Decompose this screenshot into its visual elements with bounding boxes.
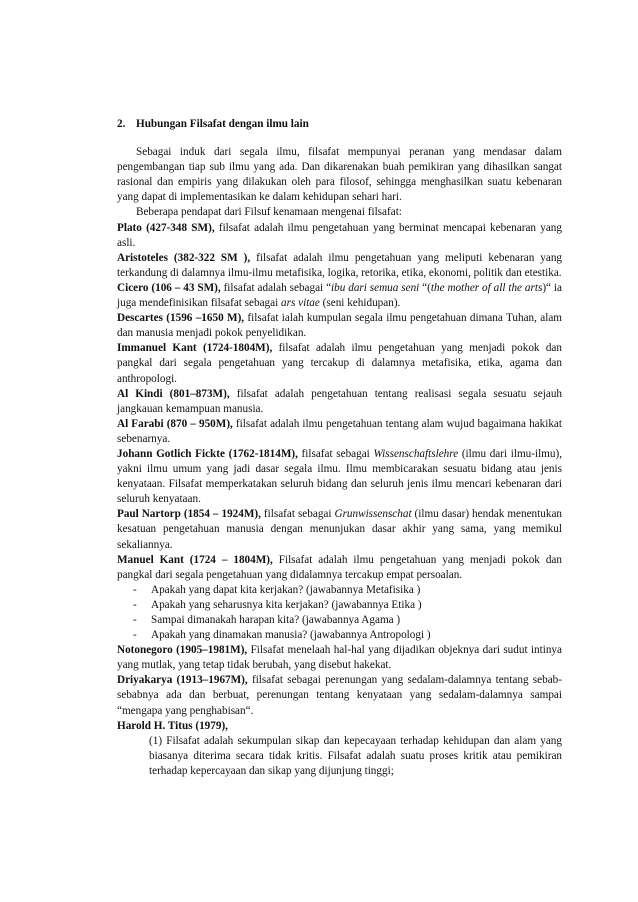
definition-text: Filsafat adalah ilmu pengetahuan yang menjadi pokok dan pangkal dari segala pengetahuan yang didalamnya tercakup empat persoalan.	[117, 553, 562, 581]
definition-text: filsafat adalah ilmu pengetahuan yang berminat mencapai kebenaran yang asli.	[117, 221, 562, 249]
list-item	[133, 628, 562, 643]
dash-bullet: -	[133, 583, 137, 596]
philosopher-name: Aristoteles (382-322 SM ),	[117, 251, 251, 264]
philosopher-name: Manuel Kant (1724 – 1804M),	[117, 553, 273, 566]
definition-text: filsafat sebagai	[260, 508, 335, 521]
dash-bullet: -	[133, 614, 137, 626]
list-item	[133, 598, 562, 613]
italic-term: the mother of all the arts	[430, 281, 543, 294]
italic-term: Grunwissenschat	[334, 508, 412, 521]
definition-text: (ilmu dari ilmu-ilmu), yakni ilmu umum yang jadi dasar segala ilmu. Ilmu membicarakan sesuatu bidang atau jenis kenyataan. Filsafat memperkatakan seluruh bidang dan seluruh jenis ilmu mencari kebenaran dari seluruh kenyataan.	[117, 447, 562, 506]
entry-nartorp	[117, 507, 562, 552]
philosopher-name: Immanuel Kant (1724-1804M),	[117, 342, 273, 355]
philosopher-name: Descartes (1596 –1650 M),	[117, 312, 245, 325]
philosopher-name: Notonegoro (1905–1981M),	[117, 644, 248, 657]
italic-term: ars vitae	[281, 297, 320, 310]
intro-lead: Beberapa pendapat dari Filsuf kenamaan mengenai filsafat:	[136, 206, 402, 219]
entry-al-farabi	[117, 417, 562, 447]
italic-term: Wissenschaftslehre	[373, 447, 459, 460]
italic-term: ibu dari semua seni	[331, 281, 420, 294]
philosopher-name: Al Farabi (870 – 950M),	[117, 417, 233, 430]
entry-fickte	[117, 447, 562, 507]
definition-text: (ilmu dasar) hendak menentukan kesatuan pengetahuan manusia dengan menunjukan dasar akhir yang sama, yang memikul sekaliannya.	[117, 508, 562, 551]
section-title: Hubungan Filsafat dengan ilmu lain	[136, 118, 309, 130]
definition-text: filsafat ialah kumpulan segala ilmu pengetahuan dimana Tuhan, alam dan manusia menjadi pokok penyelidikan.	[117, 312, 562, 340]
philosopher-name: Harold H. Titus (1979),	[117, 719, 228, 732]
philosopher-name: Al Kindi (801–873M),	[117, 387, 230, 400]
definition-text: “(	[419, 281, 431, 294]
entry-driyakarya	[117, 673, 562, 718]
philosopher-name: Paul Nartorp (1854 – 1924M),	[117, 508, 261, 521]
entry-descartes	[117, 311, 562, 341]
definition-text: filsafat adalah ilmu pengetahuan yang meliputi kebenaran yang terkandung di dalamnya ilmu-ilmu metafisika, logika, retorika, etika, ekonomi, politik dan etestika.	[117, 251, 563, 279]
definition-text: filsafat adalah ilmu pengetahuan tentang alam wujud bagaimana hakikat sebenarnya.	[117, 417, 562, 445]
entry-titus	[117, 719, 562, 734]
definition-text: (seni kehidupan).	[319, 297, 401, 310]
definition-text: filsafat adalah pengetahuan tentang realisasi segala sesuatu sejauh jangkauan kemampuan manusia.	[117, 387, 563, 415]
philosopher-name: Plato (427-348 SM),	[117, 221, 215, 234]
definition-text: filsafat adalah sebagai “	[220, 281, 332, 294]
entry-aristoteles	[117, 251, 562, 281]
dash-bullet: -	[133, 598, 137, 611]
entry-plato	[117, 221, 562, 251]
entry-cicero	[117, 281, 562, 311]
entry-immanuel-kant	[117, 341, 562, 386]
definition-text: )“ ia juga mendefinisikan filsafat sebagai	[117, 281, 562, 310]
section-number: 2.	[117, 118, 126, 130]
titus-item-1: (1) Filsafat adalah sekumpulan sikap dan kepecayaan terhadap kehidupan dan alam yang biasanya diterima secara tidak kritis. Filsafat adalah suatu proses kritik atau pemikiran terhadap kepercayaan dan sikap yang dijunjung tinggi;	[149, 734, 562, 777]
philosopher-name: Cicero (106 – 43 SM),	[117, 281, 221, 294]
intro-paragraph: Sebagai induk dari segala ilmu, filsafat mempunyai peranan yang mendasar dalam pengembangan tiap sub ilmu yang ada. Dan dikarenakan buah pemikiran yang dihasilkan sangat rasional dan empiris yang dilakukan oleh para filosof, sehingga menghasilkan suatu kebenaran yang dapat di implementasikan ke dalam kehidupan sehari hari.	[117, 146, 562, 204]
section-heading	[117, 117, 562, 132]
entry-manuel-kant	[117, 553, 562, 583]
list-item	[133, 583, 562, 598]
list-item-text: Apakah yang seharusnya kita kerjakan? (jawabannya Etika )	[151, 598, 422, 611]
list-item	[133, 613, 562, 628]
definition-text: filsafat sebagai perenungan yang sedalam-dalamnya tentang sebab-sebabnya ada dan berbuat, perenungan tentang kenyataan yang sedalam-dalamnya sampai “mengapa yang penghabisan“.	[117, 674, 562, 717]
entry-al-kindi	[117, 387, 562, 417]
entry-notonegoro	[117, 643, 562, 673]
philosopher-name: Johann Gotlich Fickte (1762-1814M),	[117, 447, 298, 460]
question-list	[117, 583, 562, 643]
list-item-text: Apakah yang dapat kita kerjakan? (jawabannya Metafisika )	[151, 583, 421, 596]
definition-text: Filsafat menelaah hal-hal yang dijadikan objeknya dari sudut intinya yang mutlak, yang tetap tidak berubah, yang disebut hakekat.	[117, 644, 562, 672]
list-item-text: Apakah yang dinamakan manusia? (jawabannya Antropologi )	[151, 629, 431, 642]
definition-text: filsafat adalah ilmu pengetahuan yang menjadi pokok dan pangkal dari segala pengetahuan yang tercakup di dalamnya metafisika, etika, agama dan anthropologi.	[117, 342, 562, 385]
list-item-text: Sampai dimanakah harapan kita? (jawabannya Agama )	[151, 614, 401, 626]
definition-text: filsafat sebagai	[297, 447, 374, 460]
philosopher-name: Driyakarya (1913–1967M),	[117, 674, 248, 687]
page-content	[117, 117, 562, 779]
dash-bullet: -	[133, 629, 137, 642]
